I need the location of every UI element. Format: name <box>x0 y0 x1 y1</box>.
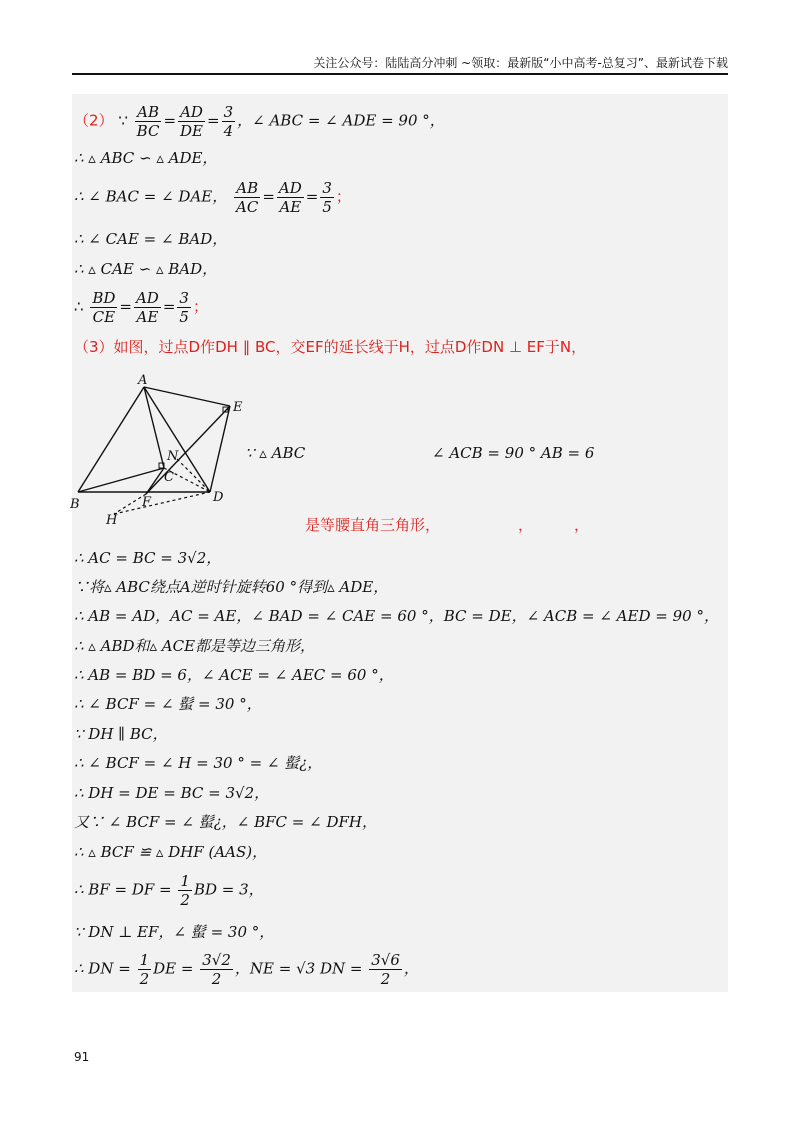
fraction: $\frac{AB}{AC}$ <box>236 179 259 216</box>
segment-AD <box>144 387 210 492</box>
fraction: $\frac{3}{5}$ <box>179 289 189 326</box>
since-abc: ∵ ▵ ABC <box>245 444 306 462</box>
solution-line-2: ∴ ▵ ABC ∽ ▵ ADE， <box>74 149 218 167</box>
fraction: $\frac{3}{4}$ <box>223 103 234 140</box>
punctuation: ； <box>192 297 208 316</box>
solution-line-12: ∴ AB = AD，AC = AE，∠ BAD = ∠ CAE = 60 °，BC = DE，∠ ACB = ∠ AED = 90 °， <box>74 607 719 625</box>
solution-line-17: ∴ ∠ BCF = ∠ H = 30 ° = ∠ 蟚¿， <box>74 754 323 772</box>
because-symbol: ∵ <box>118 111 128 130</box>
page-number: 91 <box>74 1050 90 1064</box>
label-C: C <box>164 470 174 485</box>
fraction: $\frac{AD}{DE}$ <box>180 103 203 140</box>
label-F: F <box>142 495 152 510</box>
solution-line-18: ∴ DH = DE = BC = 3√2， <box>74 784 270 802</box>
label-D: D <box>213 490 224 505</box>
solution-line-3: ∴ ∠ BAC = ∠ DAE， $\frac{AB}{AC}$ = $\frac{AD}{AE}$ = $\frac{3}{5}$ ； <box>74 179 351 216</box>
part-3-intro: （3）如图，过点D作DH ∥ BC，交EF的延长线于H，过点D作DN ⊥ EF于N， <box>74 338 587 356</box>
solution-line-10: ∴ AC = BC = 3√2， <box>74 549 222 567</box>
page-header: 关注公众号：陆陆高分冲刺 ~领取：最新版“小中高考-总复习”、最新试卷下载 <box>313 56 728 70</box>
segment-ED <box>210 406 230 492</box>
label-A: A <box>138 373 148 388</box>
fraction: $\frac{BD}{CE}$ <box>92 289 116 326</box>
fraction: $\frac{AB}{BC}$ <box>136 103 160 140</box>
solution-line-15: ∴ ∠ BCF = ∠ 蟚 = 30 °， <box>74 695 262 713</box>
solution-line-1: （2） ∵ $\frac{AB}{BC}$ = $\frac{AD}{DE}$ = $\frac{3}{4}$ ，∠ ABC = ∠ ADE = 90 °， <box>74 103 445 140</box>
math-text: ∴ ∠ BAC = ∠ DAE， <box>74 187 228 206</box>
math-text: ，NE = √3 DN = <box>234 959 363 978</box>
solution-line-13: ∴ ▵ ABD和▵ ACE都是等边三角形， <box>74 637 316 655</box>
fraction: $\frac{3√6}{2}$ <box>371 951 400 988</box>
math-text: ， <box>403 959 419 978</box>
math-text: ∴ BF = DF = <box>74 880 172 899</box>
fraction: $\frac{1}{2}$ <box>139 951 150 988</box>
geometry-diagram <box>70 370 260 530</box>
label-N: N <box>167 449 179 464</box>
header-rule <box>72 73 728 75</box>
solution-line-19: 又∵ ∠ BCF = ∠ 蟚¿，∠ BFC = ∠ DFH， <box>74 813 377 831</box>
segment-AE <box>144 387 230 406</box>
solution-line-16: ∵ DH ∥ BC， <box>74 725 168 743</box>
math-text: ，∠ ABC = ∠ ADE = 90 °， <box>237 111 445 130</box>
isosceles-right-text: 是等腰直角三角形， <box>305 516 441 534</box>
segment-AC <box>144 387 164 468</box>
solution-line-20: ∴ ▵ BCF ≌ ▵ DHF (AAS)， <box>74 843 268 861</box>
solution-line-5: ∴ ▵ CAE ∽ ▵ BAD， <box>74 260 218 278</box>
math-text: BD = 3， <box>193 880 264 899</box>
comma: ， <box>518 516 534 534</box>
solution-line-6: ∴ $\frac{BD}{CE}$ = $\frac{AD}{AE}$ = $\frac{3}{5}$ ； <box>74 289 208 326</box>
solution-line-11: ∵将▵ ABC绕点A逆时针旋转60 °得到▵ ADE， <box>74 578 389 596</box>
fraction: $\frac{3√2}{2}$ <box>202 951 231 988</box>
fraction: $\frac{AD}{AE}$ <box>135 289 159 326</box>
label-B: B <box>70 497 80 512</box>
solution-line-14: ∴ AB = BD = 6，∠ ACE = ∠ AEC = 60 °， <box>74 666 394 684</box>
segment-HD <box>114 492 210 514</box>
label-E: E <box>233 400 243 415</box>
therefore-symbol: ∴ <box>74 297 84 316</box>
solution-line-23 <box>74 951 419 988</box>
math-text: DE = <box>153 959 194 978</box>
label-H: H <box>106 513 118 528</box>
fraction: $\frac{1}{2}$ <box>180 872 190 909</box>
segment-EF <box>146 406 230 494</box>
math-text: ∴ DN = <box>74 959 131 978</box>
fraction: $\frac{3}{5}$ <box>322 179 332 216</box>
part-2-label: （2） <box>74 111 114 130</box>
punctuation: ； <box>335 187 351 206</box>
segment-ND <box>177 459 210 492</box>
fraction: $\frac{AD}{AE}$ <box>278 179 302 216</box>
solution-line-22: ∵ DN ⊥ EF，∠ 蟚 = 30 °， <box>74 923 275 941</box>
comma: ， <box>574 516 590 534</box>
angle-acb-ab: ∠ ACB = 90 ° AB = 6 <box>432 444 595 462</box>
solution-line-4: ∴ ∠ CAE = ∠ BAD， <box>74 230 228 248</box>
solution-line-21 <box>74 872 264 909</box>
